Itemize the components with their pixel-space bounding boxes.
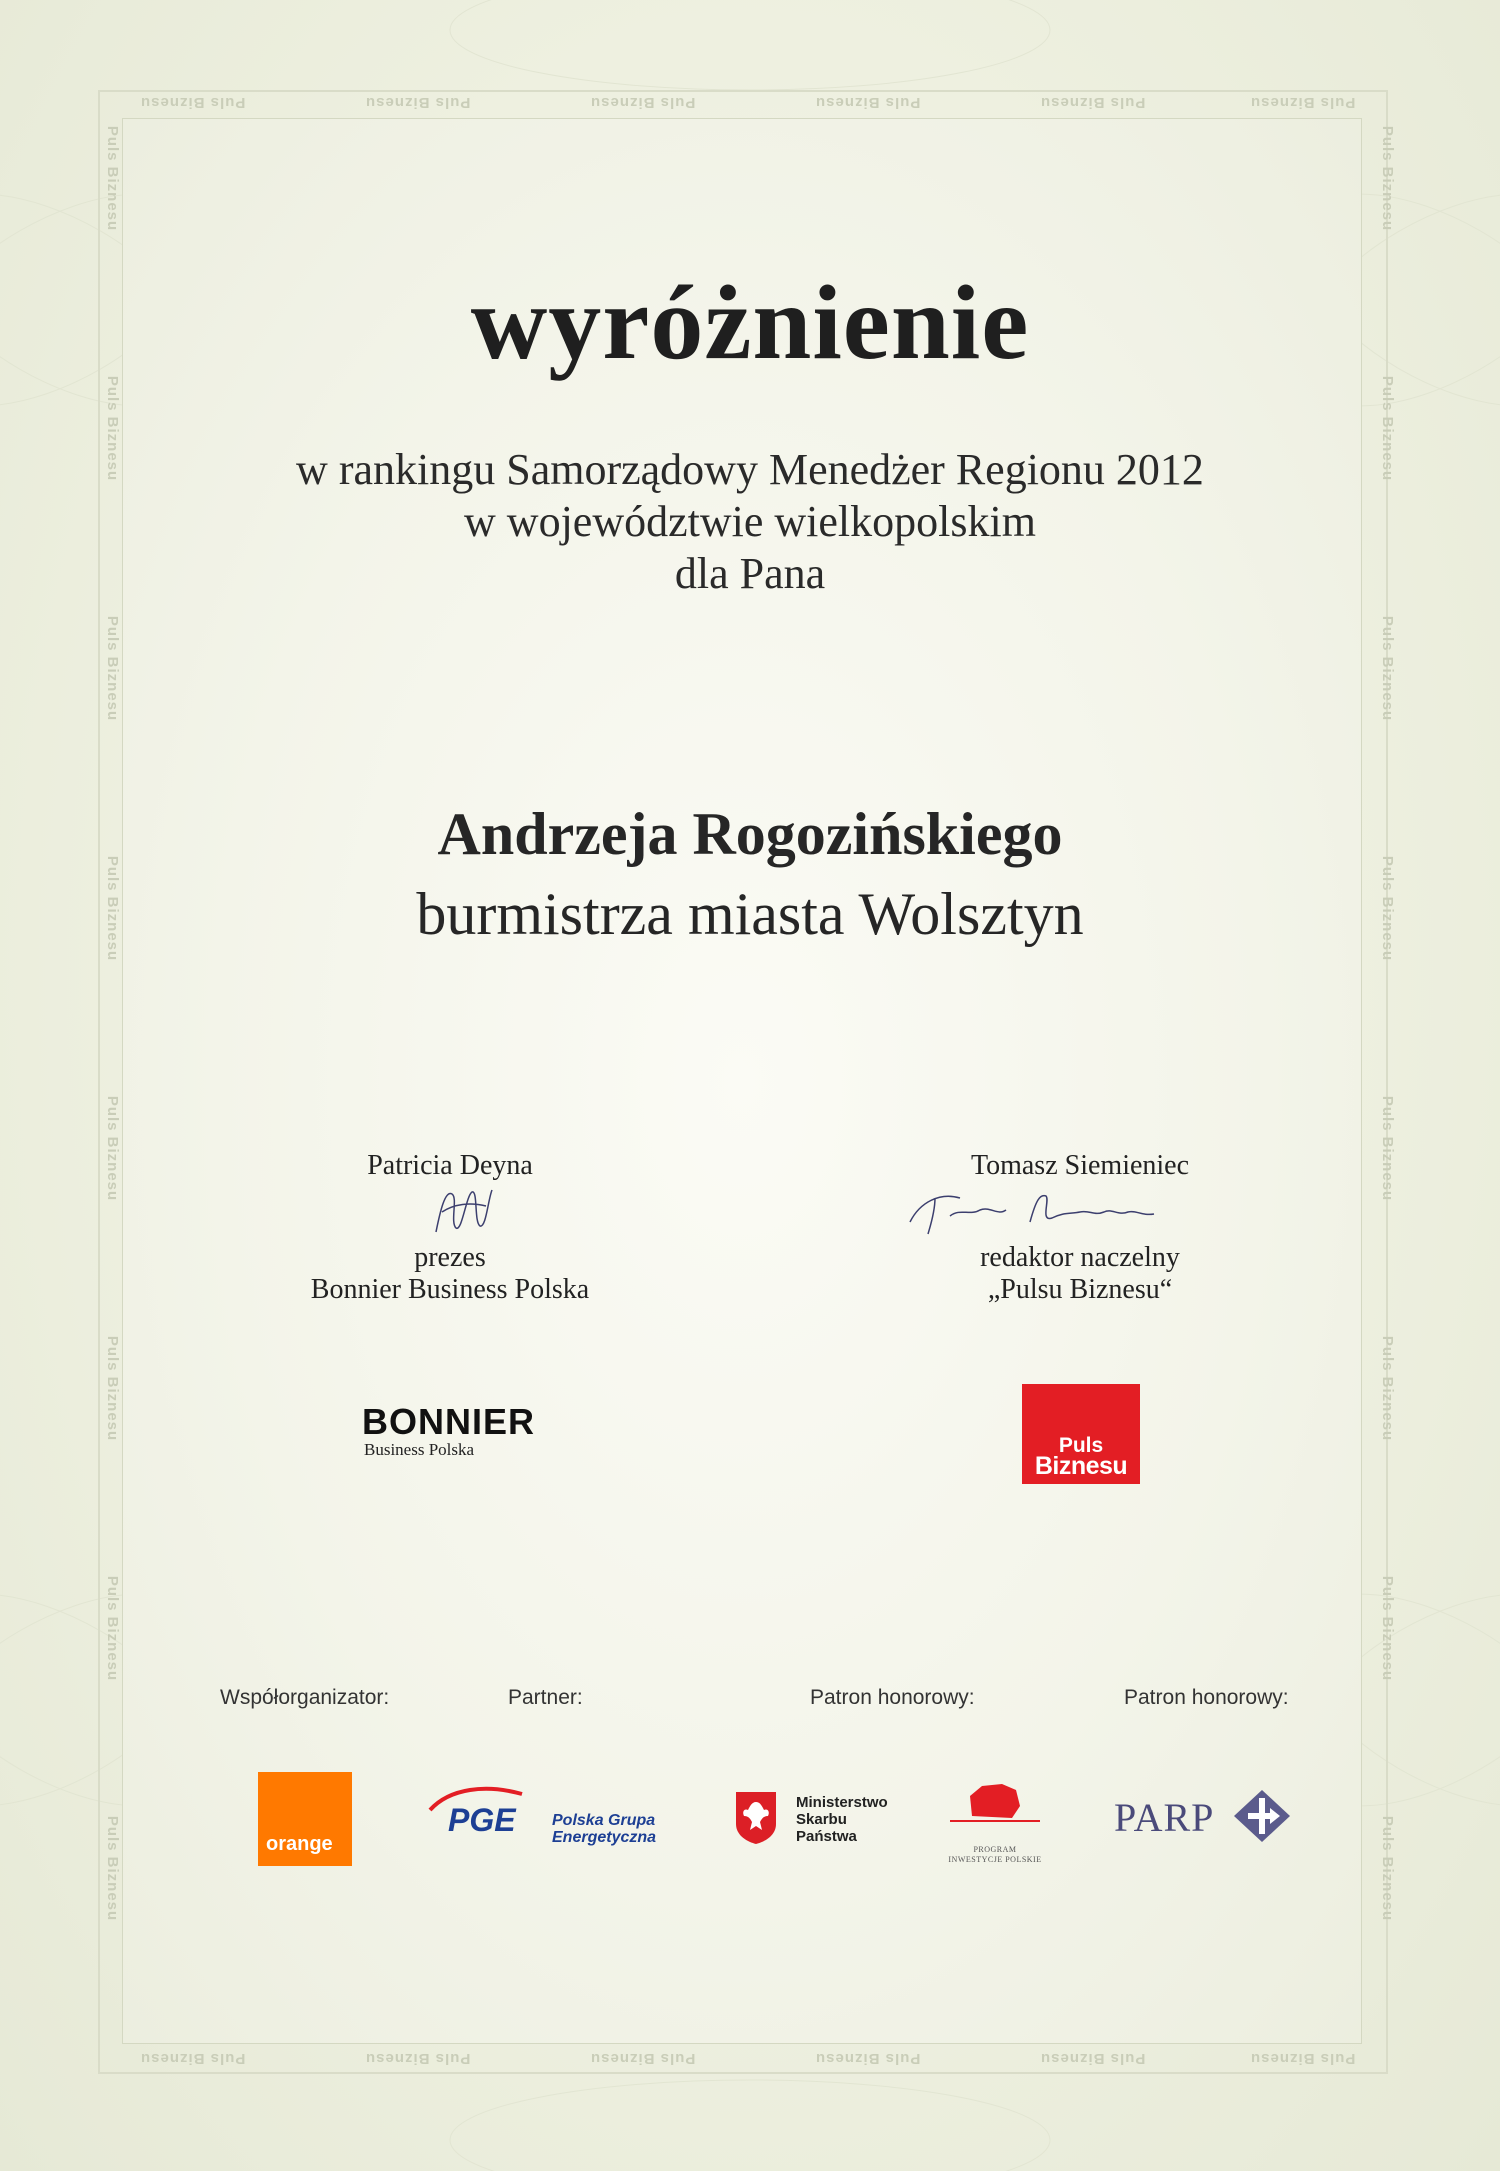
signatory-organization: Bonnier Business Polska xyxy=(310,1274,590,1305)
award-line-ranking: w rankingu Samorządowy Menedżer Regionu 2012 xyxy=(296,445,1204,494)
puls-biznesu-logo xyxy=(1022,1384,1140,1484)
pge-line1: Polska Grupa xyxy=(552,1812,656,1829)
border-text-bottom: Puls Biznesu xyxy=(815,2050,921,2067)
certificate-title: wyróżnienie xyxy=(470,264,1030,381)
border-text-left: Puls Biznesu xyxy=(104,1335,122,1442)
border-text-right: Puls Biznesu xyxy=(1379,1575,1397,1682)
border-text-bottom: Puls Biznesu xyxy=(140,2050,246,2067)
border-text-top: Puls Biznesu xyxy=(1040,94,1146,111)
inner-frame xyxy=(122,118,1362,2044)
border-text-left: Puls Biznesu xyxy=(104,855,122,962)
signature-right xyxy=(880,1182,1280,1242)
parp-logo xyxy=(1114,1794,1214,1841)
polish-eagle-emblem-icon xyxy=(734,1790,778,1844)
border-text-right: Puls Biznesu xyxy=(1379,1335,1397,1442)
recipient-role: burmistrza miasta Wolsztyn xyxy=(416,881,1084,947)
border-text-right: Puls Biznesu xyxy=(1379,375,1397,482)
signatory-name: Tomasz Siemieniec xyxy=(970,1150,1190,1181)
border-text-top: Puls Biznesu xyxy=(1250,94,1356,111)
signatory-left xyxy=(240,1150,660,1306)
puls-logo-line1: Puls xyxy=(1058,1434,1104,1457)
puls-logo-line2: Biznesu xyxy=(1034,1452,1128,1480)
award-line-region: w województwie wielkopolskim xyxy=(464,497,1036,546)
msp-line3: Państwa xyxy=(796,1828,857,1845)
border-text-top: Puls Biznesu xyxy=(815,94,921,111)
border-text-right: Puls Biznesu xyxy=(1379,125,1397,232)
signatory-name: Patricia Deyna xyxy=(367,1150,533,1181)
border-text-bottom: Puls Biznesu xyxy=(590,2050,696,2067)
poland-map-icon xyxy=(920,1776,1070,1838)
border-text-left: Puls Biznesu xyxy=(104,375,122,482)
signatory-organization: „Pulsu Biznesu“ xyxy=(987,1274,1173,1305)
border-text-bottom: Puls Biznesu xyxy=(1040,2050,1146,2067)
bonnier-logo-main: BONNIER xyxy=(362,1401,536,1442)
border-text-right: Puls Biznesu xyxy=(1379,1095,1397,1202)
border-text-left: Puls Biznesu xyxy=(104,615,122,722)
border-text-right: Puls Biznesu xyxy=(1379,615,1397,722)
signatory-position: redaktor naczelny xyxy=(980,1242,1180,1273)
label-coorganizer: Współorganizator: xyxy=(220,1686,390,1709)
border-text-left: Puls Biznesu xyxy=(104,125,122,232)
ministry-treasury-logo xyxy=(734,1790,888,1849)
border-text-left: Puls Biznesu xyxy=(104,1095,122,1202)
bonnier-logo-sub: Business Polska xyxy=(364,1440,475,1459)
pge-line2: Energetyczna xyxy=(552,1829,657,1846)
border-text-bottom: Puls Biznesu xyxy=(1250,2050,1356,2067)
label-honorary-patron: Patron honorowy: xyxy=(810,1686,975,1709)
orange-logo-text: orange xyxy=(266,1833,333,1855)
parp-arrows-icon xyxy=(1230,1788,1294,1844)
signature-left xyxy=(240,1182,660,1242)
orange-logo xyxy=(258,1772,352,1866)
award-line-recipient-intro: dla Pana xyxy=(674,549,826,598)
msp-line2: Skarbu xyxy=(796,1811,847,1828)
border-text-top: Puls Biznesu xyxy=(140,94,246,111)
border-text-left: Puls Biznesu xyxy=(104,1575,122,1682)
signatory-right xyxy=(880,1150,1280,1306)
border-text-left: Puls Biznesu xyxy=(104,1815,122,1922)
label-partner: Partner: xyxy=(508,1686,583,1709)
parp-logo-text: PARP xyxy=(1114,1795,1215,1840)
pip-line1: PROGRAM xyxy=(973,1845,1017,1854)
border-text-right: Puls Biznesu xyxy=(1379,855,1397,962)
recipient-name: Andrzeja Rogozińskiego xyxy=(437,801,1063,867)
border-text-top: Puls Biznesu xyxy=(365,94,471,111)
bonnier-logo xyxy=(362,1401,536,1460)
signatory-position: prezes xyxy=(414,1242,486,1273)
program-inwestycje-polskie-logo xyxy=(920,1776,1070,1865)
pip-line2: INWESTYCJE POLSKIE xyxy=(948,1855,1042,1864)
border-text-right: Puls Biznesu xyxy=(1379,1815,1397,1922)
border-text-bottom: Puls Biznesu xyxy=(365,2050,471,2067)
pge-logo-mark: PGE xyxy=(448,1802,516,1838)
msp-line1: Ministerstwo xyxy=(796,1794,888,1811)
label-honorary-patron: Patron honorowy: xyxy=(1124,1686,1289,1709)
border-text-top: Puls Biznesu xyxy=(590,94,696,111)
